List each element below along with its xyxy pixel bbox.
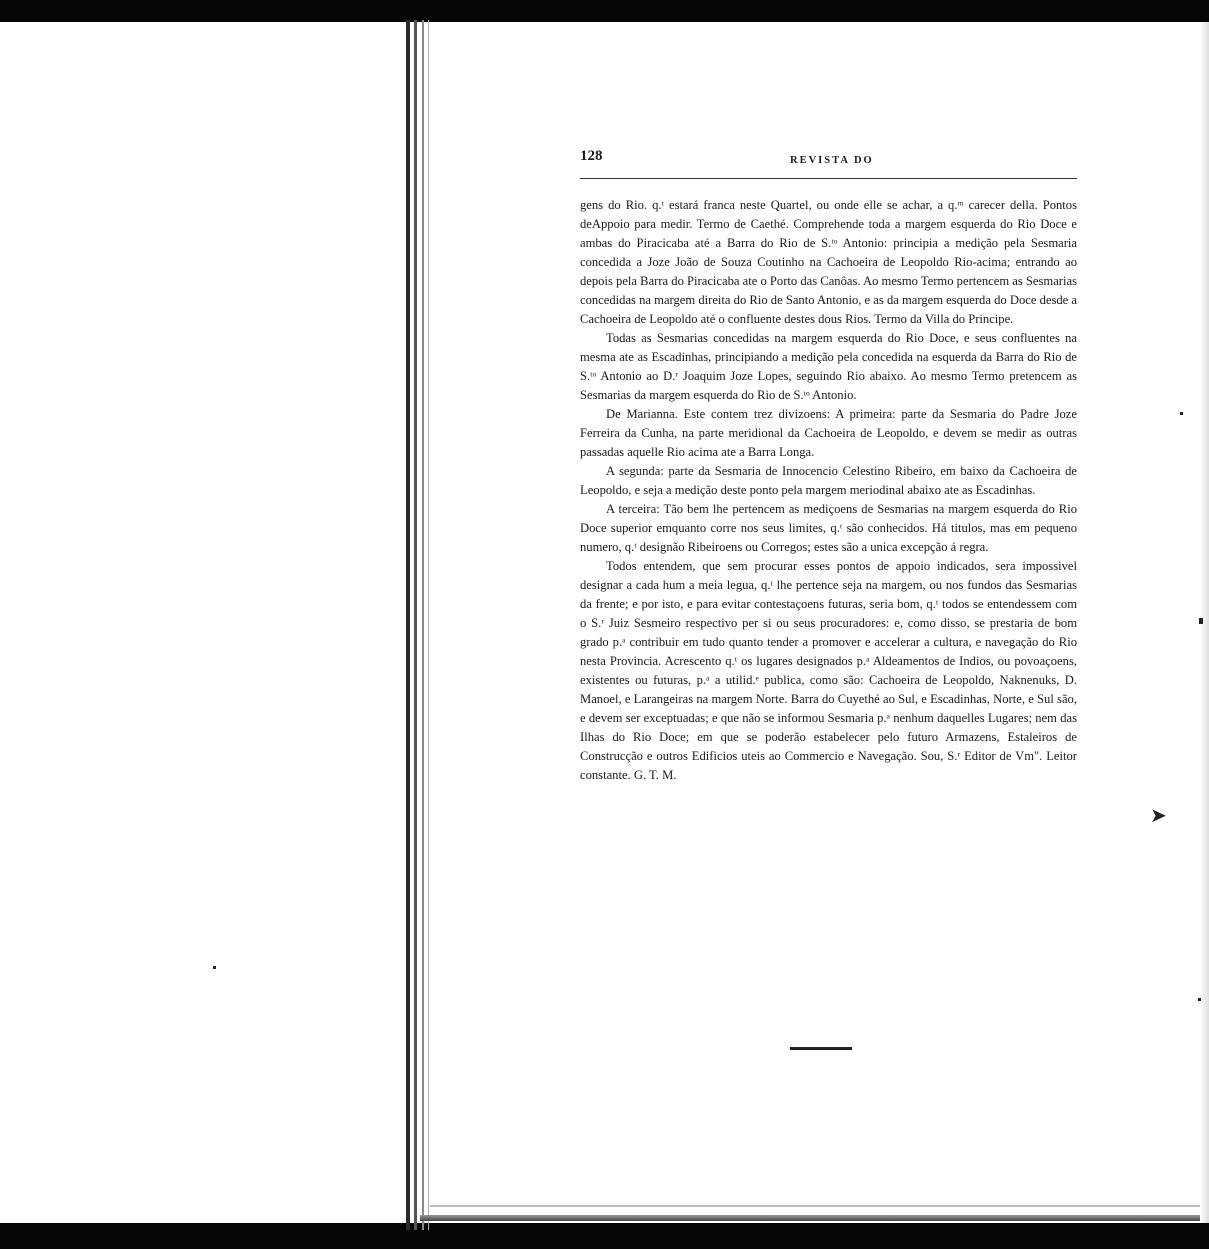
page-bottom-edge [420,1215,1209,1221]
page-number: 128 [580,148,603,164]
page-stack-edge [430,1205,1209,1207]
body-text [580,196,1077,785]
scan-speck [1199,618,1203,624]
scan-speck [1180,412,1183,415]
running-head: REVISTA DO [790,155,874,166]
paragraph: De Marianna. Este contem trez divizoens: A primeira: parte da Sesmaria do Padre Joze Ferreira da Cunha, na parte meridional da Cachoeira de Leopoldo, e devem se medir as outras passadas aquelle Rio acima ate a Barra Longa. [580,407,1077,459]
paragraph: Todas as Sesmarias concedidas na margem esquerda do Rio Doce, e seus confluentes na mesma ate as Escadinhas, principiando a medição pela concedida na esquerda da Barra do Rio de S.ᵗᵒ Antonio ao D.ʳ Joaquim Joze Lopes, seguindo Rio abaixo. Ao mesmo Termo pretencem as Sesmarias da margem esquerda do Rio de S.ᵗᵒ Antonio. [580,331,1077,402]
scan-top-border [0,0,1209,22]
paragraph: A segunda: parte da Sesmaria de Innocencio Celestino Ribeiro, em baixo da Cachoeira de Leopoldo, e seja a medição deste ponto pela margem meriodinal abaixo ate as Escadinhas. [580,464,1077,497]
scan-speck [213,966,216,969]
book-spine [398,20,438,1230]
scan-bottom-border [0,1223,1209,1249]
paragraph: gens do Rio. q.ᵗ estará franca neste Quartel, ou onde elle se achar, a q.ᵐ carecer della. Pontos deAppoio para medir. Termo de Caethé. Comprehende toda a margem esquerda do Rio Doce e ambas do Piracicaba até a Barra do Rio de S.ᵗᵒ Antonio: principia a medição pela Sesmaria concedida a Joze João de Souza Coutinho na Cachoeira de Leopoldo Rio-acima; entrando ao depois pela Barra do Piracicaba ate o Porto das Canôas. Ao mesmo Termo pertencem as Sesmarias concedidas na margem direita do Rio de Santo Antonio, e as da margem esquerda do Doce desde a Cachoeira de Leopoldo até o confluente destes dous Rios. Termo da Villa do Principe. [580,198,1077,326]
end-rule [790,1047,852,1050]
paragraph: A terceira: Tão bem lhe pertencem as mediçoens de Sesmarias na margem esquerda do Rio Doce superior emquanto corre nos seus limites, q.ᵗ são conhecidos. Há titulos, mas em pequeno numero, q.ᵗ designão Ribeiroens ou Corregos; estes são a unica excepção á regra. [580,502,1077,554]
scan-speck [1198,998,1201,1001]
paragraph: Todos entendem, que sem procurar esses pontos de appoio indicados, sera impossivel designar a cada hum a meia legua, q.ᵗ lhe pertence seja na margem, ou nos fundos das Sesmarias da frente; e por isto, e para evitar contestaçoens futuras, seria bom, q.ᵗ todos se entendessem com o S.ʳ Juiz Sesmeiro respectivo per si ou seus procuradores: e, como disso, se prestaria de bom grado p.ᵃ contribuir em tudo quanto tender a promover e accelerar a cultura, e navegação do Rio nesta Provincia. Acrescento q.ᵗ os lugares designados p.ᵃ Aldeamentos de Indios, ou povoaçoens, existentes ou futuras, p.ᵃ a utilid.ᵉ publica, como são: Cachoeira de Leopoldo, Naknenuks, D. Manoel, e Larangeiras na margem Norte. Barra do Cuyethé ao Sul, e Escadinhas, Norte, e Sul são, e devem ser exceptuadas; e que não se informou Sesmaria p.ᵃ nenhum daquelles Lugares; nem das Ilhas do Rio Doce; em que se poderão estabelecer pelo futuro Armazens, Estaleiros de Construcção e outros Edificios uteis ao Commercio e Navegação. Sou, S.ʳ Editor de Vm". Leitor constante. G. T. M. [580,559,1077,782]
arrow-mark-icon: ➤ [1150,805,1167,827]
page-header [580,148,1077,179]
